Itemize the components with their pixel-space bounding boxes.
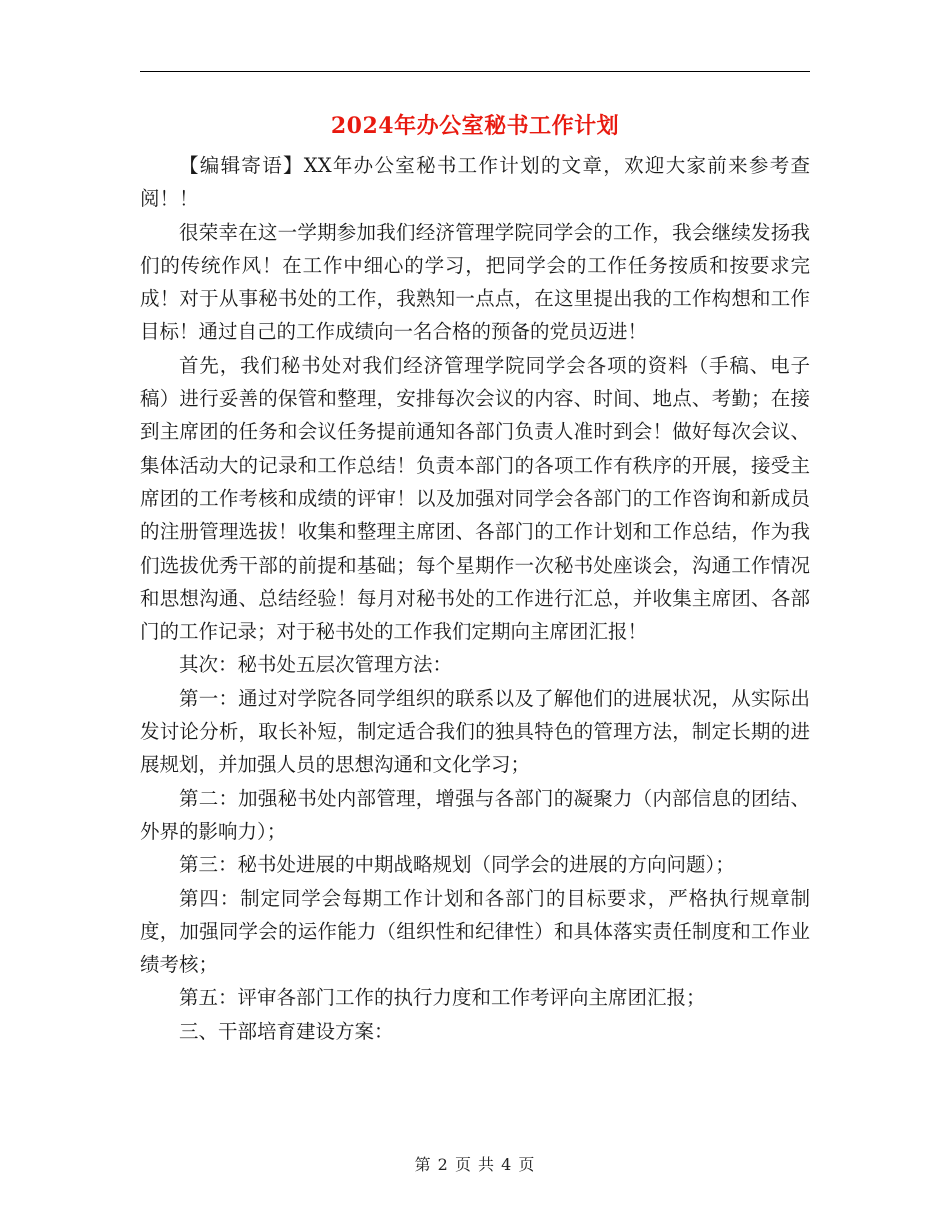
paragraph-management-heading: 其次：秘书处五层次管理方法： (179, 653, 453, 677)
paragraph-level-two: 第二：加强秘书处内部管理，增强与各部门的凝聚力（内部信息的团结、外界的影响力）； (140, 786, 810, 843)
header-rule (140, 71, 810, 72)
document-title: 2024年办公室秘书工作计划 (330, 113, 620, 139)
paragraph-level-four: 第四：制定同学会每期工作计划和各部门的目标要求，严格执行规章制度，加强同学会的运作能力（组织性和纪律性）和具体落实责任制度和工作业绩考核； (140, 886, 810, 977)
paragraph-intro: 很荣幸在这一学期参加我们经济管理学院同学会的工作，我会继续发扬我们的传统作风！在工作中细心的学习，把同学会的工作任务按质和按要求完成！对于从事秘书处的工作，我熟知一点点，在这里提出我的工作构想和工作目标！通过自己的工作成绩向一名合格的预备的党员迈进！ (140, 220, 810, 344)
document-body (140, 149, 810, 1048)
paragraph-level-three: 第三：秘书处进展的中期战略规划（同学会的进展的方向问题）； (179, 853, 735, 877)
paragraph-level-one: 第一：通过对学院各同学组织的联系以及了解他们的进展状况，从实际出发讨论分析，取长补短，制定适合我们的独具特色的管理方法，制定长期的进展规划，并加强人员的思想沟通和文化学习； (140, 686, 810, 777)
paragraph-first-duties: 首先，我们秘书处对我们经济管理学院同学会各项的资料（手稿、电子稿）进行妥善的保管和整理，安排每次会议的内容、时间、地点、考勤；在接到主席团的任务和会议任务提前通知各部门负责人准时到会！做好每次会议、集体活动大的记录和工作总结！负责本部门的各项工作有秩序的开展，接受主席团的工作考核和成绩的评审！以及加强对同学会各部门的工作咨询和新成员的注册管理选拔！收集和整理主席团、各部门的工作计划和工作总结，作为我们选拔优秀干部的前提和基础；每个星期作一次秘书处座谈会，沟通工作情况和思想沟通、总结经验！每月对秘书处的工作进行汇总，并收集主席团、各部门的工作记录；对于秘书处的工作我们定期向主席团汇报！ (140, 353, 810, 644)
paragraph-level-five: 第五：评审各部门工作的执行力度和工作考评向主席团汇报； (179, 986, 706, 1010)
paragraph-editor-note: 【编辑寄语】XX年办公室秘书工作计划的文章，欢迎大家前来参考查阅！！ (140, 154, 810, 211)
page-number: 第 2 页 共 4 页 (414, 1155, 536, 1174)
paragraph-section-three-heading: 三、干部培育建设方案： (179, 1019, 394, 1043)
